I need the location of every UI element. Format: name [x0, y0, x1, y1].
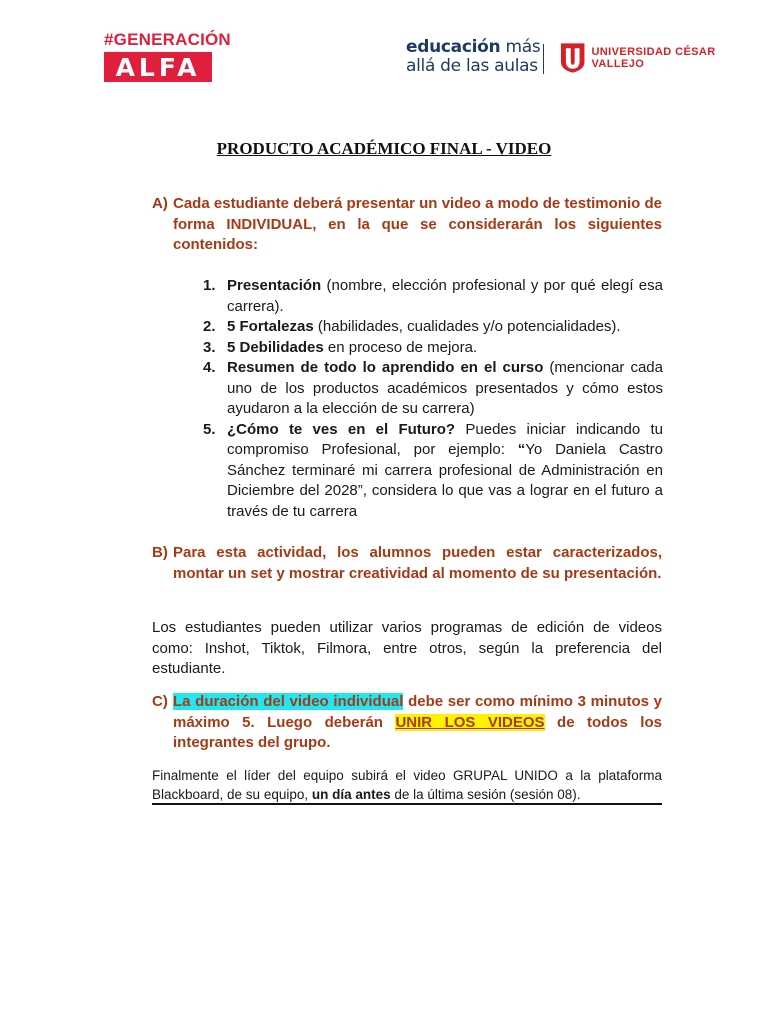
- university-name: UNIVERSIDAD CÉSAR VALLEJO: [591, 46, 716, 70]
- header-divider: [543, 44, 544, 74]
- list-item: 1. Presentación (nombre, elección profesional y por qué elegí esa carrera).: [203, 277, 663, 315]
- contents-list: [203, 276, 663, 522]
- section-c-label: C): [152, 693, 168, 710]
- programs-paragraph: Los estudiantes pueden utilizar varios programas de edición de videos como: Inshot, Tiktok, Filmora, entre otros, según la preferencia del estudiante.: [152, 619, 662, 677]
- duration-highlight: La duración del video individual: [173, 693, 404, 710]
- section-a-label: A): [152, 195, 168, 212]
- bottom-rule: [152, 803, 662, 805]
- join-videos-highlight: UNIR LOS VIDEOS: [395, 713, 545, 731]
- education-tagline: [406, 38, 540, 76]
- section-c: C) La duración del video individual debe ser como mínimo 3 minutos y máximo 5. Luego deberán UNIR LOS VIDEOS de todos los integrantes del grupo.: [152, 692, 662, 754]
- list-item: 2. 5 Fortalezas (habilidades, cualidades y/o potencialidades).: [203, 318, 621, 335]
- logo-hashtag: #GENERACIÓN: [104, 30, 231, 49]
- generacion-alfa-logo: [104, 30, 231, 82]
- list-item: 5. ¿Cómo te ves en el Futuro? Puedes iniciar indicando tu compromiso Profesional, por ejemplo: “Yo Daniela Castro Sánchez terminaré mi carrera profesional de Administración en Diciembre del 2028”, considera lo que vas a lograr en el futuro a través de tu carrera: [203, 420, 663, 520]
- page-title: PRODUCTO ACADÉMICO FINAL - VIDEO: [216, 139, 552, 158]
- section-b-label: B): [152, 544, 168, 561]
- section-a-text: Cada estudiante deberá presentar un video a modo de testimonio de forma INDIVIDUAL, en la que se considerarán los siguientes contenidos:: [173, 195, 662, 253]
- final-paragraph: Finalmente el líder del equipo subirá el video GRUPAL UNIDO a la plataforma Blackboard, de su equipo, un día antes de la última sesión (sesión 08).: [152, 768, 662, 802]
- section-b: [152, 543, 662, 584]
- logo-alfa: ALFA: [104, 52, 212, 82]
- tagline-rest: más: [500, 37, 541, 57]
- list-item: 4. Resumen de todo lo aprendido en el curso (mencionar cada uno de los productos académicos presentados y cómo estos ayudaron a la elección de su carrera): [203, 359, 663, 417]
- tagline-line2: allá de las aulas: [406, 56, 538, 76]
- section-a: [152, 194, 662, 256]
- tagline-bold: educación: [406, 37, 501, 57]
- list-item: 3. 5 Debilidades en proceso de mejora.: [203, 338, 478, 356]
- section-b-text: Para esta actividad, los alumnos pueden estar caracterizados, montar un set y mostrar creatividad al momento de su presentación.: [173, 544, 662, 582]
- ucv-logo: [560, 42, 768, 74]
- ucv-shield-icon: [560, 42, 585, 74]
